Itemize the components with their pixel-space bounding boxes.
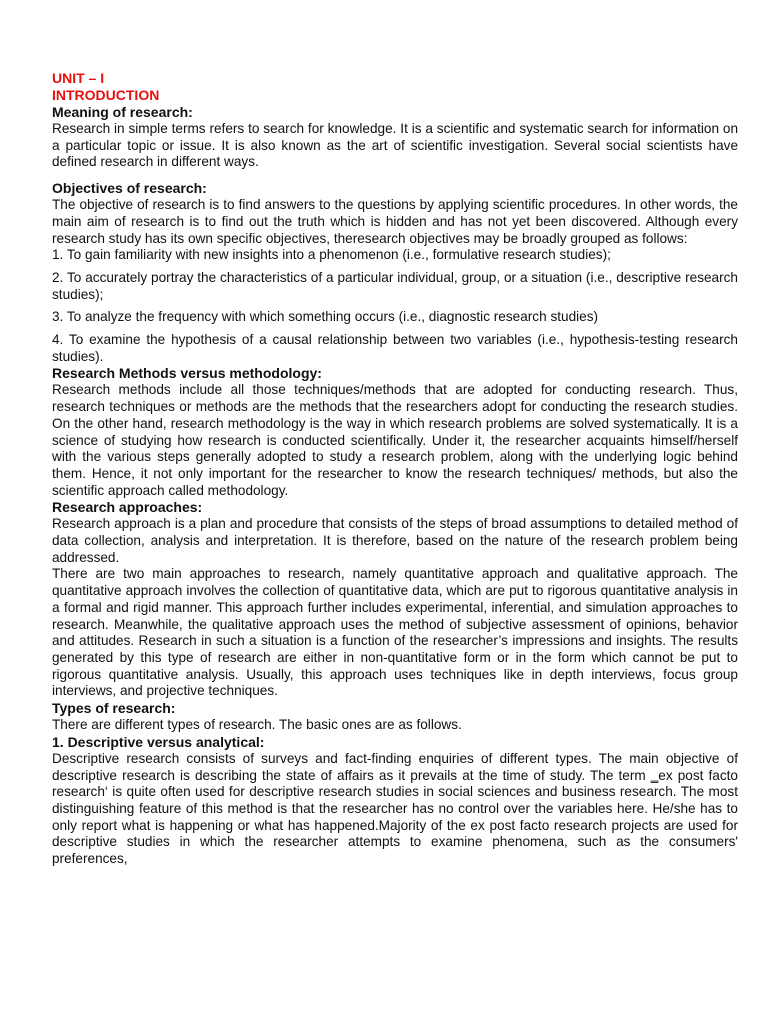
methods-heading: Research Methods versus methodology: [52, 365, 322, 382]
approaches-heading: Research approaches: [52, 499, 203, 516]
objective-item-2: 2. To accurately portray the characteristics of a particular individual, group, or a situation (i.e., descriptive research studies); [52, 269, 738, 302]
approaches-paragraph-2: There are two main approaches to research, namely quantitative approach and qualitative approach. The quantitative approach involves the collection of quantitative data, which are put to rigorous quantitative analysis in a formal and rigid manner. This approach further includes experimental, inferential, and simulation approaches to research. Meanwhile, the qualitative approach uses the method of subjective assessment of opinions, behavior and attitudes. Research in such a situation is a function of the researcher’s impressions and insights. The results generated by this type of research are either in non-quantitative form or in the form which cannot be put to rigorous quantitative analysis. Usually, this approach uses techniques like in depth interviews, focus group interviews, and projective techniques. [52, 566, 738, 699]
unit-label: UNIT – I [52, 70, 105, 86]
objective-item-3: 3. To analyze the frequency with which something occurs (i.e., diagnostic research studies) [52, 309, 599, 325]
objectives-paragraph: The objective of research is to find answers to the questions by applying scientific procedures. In other words, the main aim of research is to find out the truth which is hidden and has not yet been discovered. Although every research study has its own specific objectives, theresearch objectives may be broadly grouped as follows: [52, 197, 738, 246]
approaches-paragraph-1: Research approach is a plan and procedure that consists of the steps of broad assumptions to detailed method of data collection, analysis and interpretation. It is therefore, based on the nature of the research problem being addressed. [52, 516, 738, 565]
types-heading: Types of research: [52, 700, 176, 717]
document-page [52, 70, 738, 868]
types-paragraph: There are different types of research. The basic ones are as follows. [52, 717, 462, 733]
meaning-heading: Meaning of research: [52, 104, 193, 120]
descriptive-heading: 1. Descriptive versus analytical: [52, 733, 265, 750]
objectives-heading: Objectives of research: [52, 180, 207, 197]
objective-item-1: 1. To gain familiarity with new insights into a phenomenon (i.e., formulative research studies); [52, 247, 611, 263]
descriptive-paragraph: Descriptive research consists of surveys and fact-finding enquiries of different types. The main objective of descriptive research is describing the state of affairs as it prevails at the time of study. The term ‗ex post facto research‘ is quite often used for descriptive research studies in social sciences and business research. The most distinguishing feature of this method is that the researcher has no control over the variables here. He/she has to only report what is happening or what has happened.Majority of the ex post facto research projects are used for descriptive studies in which the researcher attempts to examine phenomena, such as the consumers' preferences, [52, 750, 738, 867]
objective-item-4: 4. To examine the hypothesis of a causal relationship between two variables (i.e., hypothesis-testing research studies). [52, 332, 738, 364]
chapter-title: INTRODUCTION [52, 87, 160, 103]
methods-paragraph: Research methods include all those techniques/methods that are adopted for conducting research. Thus, research techniques or methods are the methods that the researchers adopt for conducting the research studies. On the other hand, research methodology is the way in which research problems are solved systematically. It is a science of studying how research is conducted scientifically. Under it, the researcher acquaints himself/herself with the various steps generally adopted to study a research problem, along with the underlying logic behind them. Hence, it not only important for the researcher to know the research techniques/ methods, but also the scientific approach called methodology. [52, 382, 738, 498]
meaning-paragraph: Research in simple terms refers to search for knowledge. It is a scientific and systematic search for information on a particular topic or issue. It is also known as the art of scientific investigation. Several social scientists have defined research in different ways. [52, 121, 738, 170]
